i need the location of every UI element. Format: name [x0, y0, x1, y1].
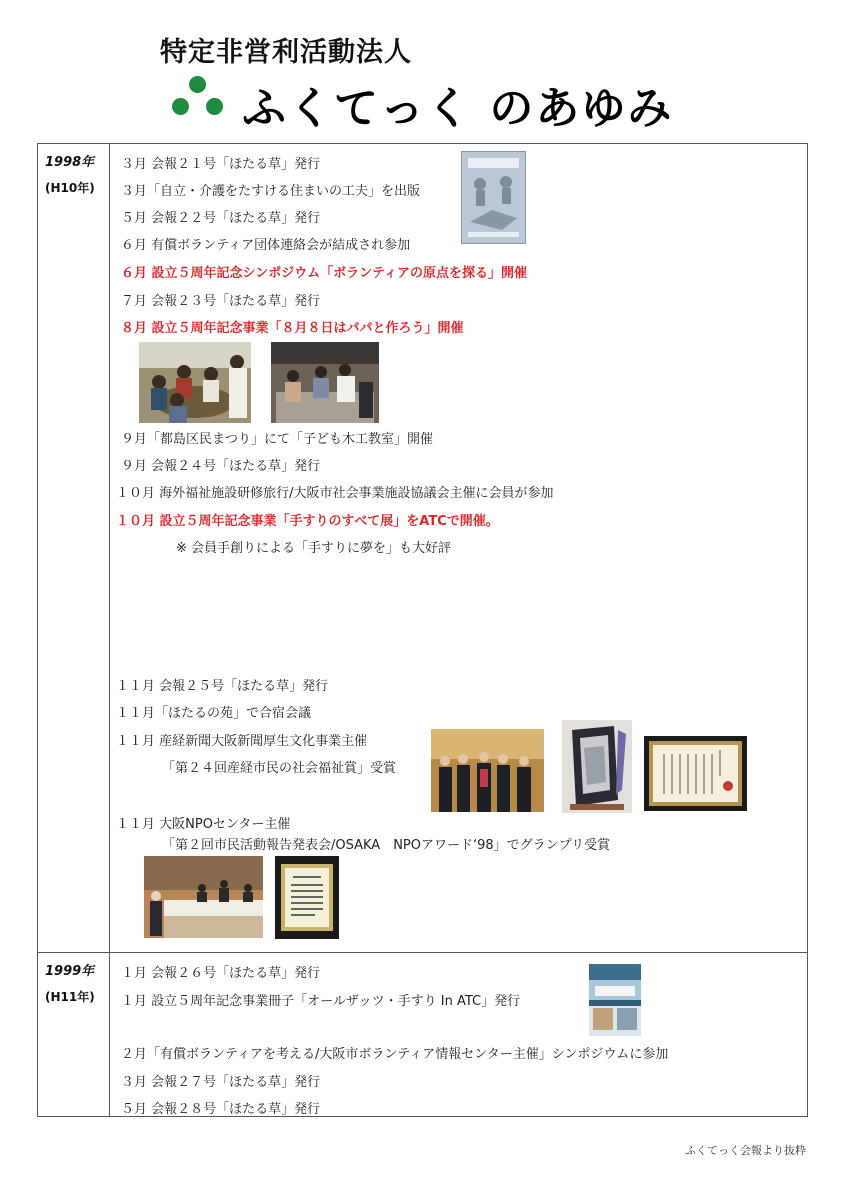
page-title: ふくてっく のあゆみ [242, 83, 674, 134]
era-label: (H11年) [45, 990, 95, 1004]
timeline-entry: １１月 会報２５号「ほたる草」発行 [116, 679, 329, 694]
award-ceremony-photo [431, 729, 544, 812]
year-label: 1999年 [45, 964, 95, 979]
timeline-entry-highlight: ８月 設立５周年記念事業「８月８日はパパと作ろう」開催 [121, 321, 464, 336]
award-certificate-photo [275, 856, 339, 939]
timeline-entry-continued: 「第２回市民活動報告発表会/OSAKA NPOアワード‘98」でグランプリ受賞 [162, 838, 611, 853]
book-cover-image [461, 151, 526, 244]
timeline-entry: １月 設立５周年記念事業冊子「オールザッツ・手すり In ATC」発行 [121, 994, 521, 1009]
timeline-entry: ５月 会報２２号「ほたる草」発行 [121, 211, 321, 226]
event-photo [271, 342, 379, 423]
timeline-entry: ５月 会報２８号「ほたる草」発行 [121, 1102, 321, 1117]
timeline-entry: １１月 大阪NPOセンター主催 [116, 817, 291, 832]
timeline-entry: ７月 会報２３号「ほたる草」発行 [121, 294, 321, 309]
timeline-entry: ２月「有償ボランティアを考える/大阪市ボランティア情報センター主催」シンポジウムに参加 [121, 1047, 669, 1062]
year-label: 1998年 [45, 155, 95, 170]
timeline-note: ※ 会員手創りによる「手すりに夢を」も大好評 [176, 541, 452, 556]
timeline-entry: ３月 会報２１号「ほたる草」発行 [121, 157, 321, 172]
presentation-photo [144, 856, 263, 938]
clover-logo-icon [170, 76, 226, 118]
timeline-entry: ３月 会報２７号「ほたる草」発行 [121, 1075, 321, 1090]
event-photo [139, 342, 251, 423]
timeline-entry: ９月「都島区民まつり」にて「子ども木工教室」開催 [121, 432, 434, 447]
timeline-entry: ６月 有償ボランティア団体連絡会が結成され参加 [121, 238, 411, 253]
trophy-plaque-photo [562, 720, 632, 813]
column-divider [109, 144, 110, 1116]
timeline-entry: １０月 海外福祉施設研修旅行/大阪市社会事業施設協議会主催に会員が参加 [116, 486, 554, 501]
header-subtitle: 特定非営利活動法人 [160, 37, 412, 68]
source-note: ふくてっく会報より抜粋 [685, 1144, 806, 1157]
timeline-entry: １１月「ほたるの苑」で合宿会議 [116, 706, 312, 721]
booklet-cover-image [589, 964, 641, 1036]
era-label: (H10年) [45, 181, 95, 195]
timeline-entry: １月 会報２６号「ほたる草」発行 [121, 966, 321, 981]
row-divider [38, 952, 807, 953]
timeline-entry-highlight: ６月 設立５周年記念シンポジウム「ボランティアの原点を探る」開催 [121, 266, 528, 281]
timeline-entry-continued: 「第２４回産経市民の社会福祉賞」受賞 [162, 761, 397, 776]
timeline-entry: １１月 産経新聞大阪新聞厚生文化事業主催 [116, 734, 368, 749]
timeline-entry: ９月 会報２４号「ほたる草」発行 [121, 459, 321, 474]
timeline-entry-highlight: １０月 設立５周年記念事業「手すりのすべて展」をATCで開催。 [116, 514, 499, 529]
timeline-entry: ３月「自立・介護をたすける住まいの工夫」を出版 [121, 184, 421, 199]
timeline-table [37, 143, 808, 1117]
certificate-photo [644, 736, 747, 811]
